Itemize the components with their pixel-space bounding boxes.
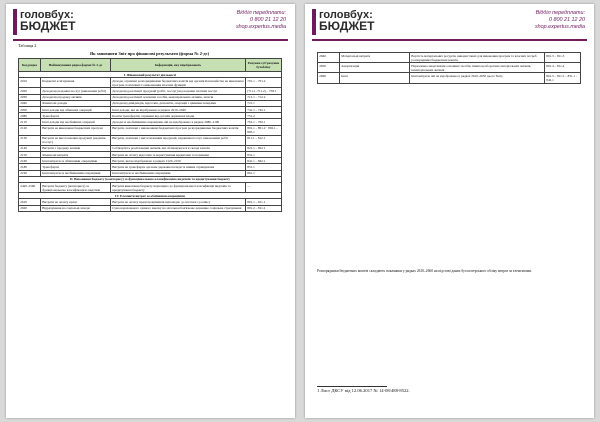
row-accounts: 801.5 – 811.5 – 831.1 – 842.1 <box>545 73 581 83</box>
contact-label: Відділ передплати: <box>535 10 585 16</box>
document-page-1 <box>6 4 295 418</box>
logo-line-2: БЮДЖЕТ <box>20 19 76 33</box>
contact-label: Відділ передплати: <box>236 10 286 16</box>
logo-line-2: БЮДЖЕТ <box>319 19 375 33</box>
row-info: Кошти трансфертів, отримані від органів державної влади <box>111 113 246 119</box>
row-accounts: 851.1 <box>246 164 282 170</box>
row-accounts: 861.1 <box>246 170 282 176</box>
table-header-row <box>19 59 282 72</box>
row-code: 2080 <box>19 113 41 119</box>
row-name: Відрахування на соціальні заходи <box>41 205 111 211</box>
row-accounts: — <box>246 183 282 193</box>
contact-phone: 0 800 21 12 20 <box>549 17 585 24</box>
row-code: 2620 <box>19 205 41 211</box>
row-info: Доходи від реалізації основних засобів, нематеріальних активів, запасів <box>111 94 246 100</box>
subscription-contact <box>535 10 585 32</box>
row-name: Фінансові витрати <box>41 152 111 158</box>
row-name: Доходи від продажу активів <box>41 94 111 100</box>
logo-line-1: головбух: <box>319 9 373 21</box>
contact-url[interactable]: shop.expertus.media <box>534 24 585 31</box>
row-info: Витрати на сплату відсотків за користування кредитами та позиками <box>111 152 246 158</box>
row-name: Амортизація <box>340 63 410 73</box>
row-code: 2040 <box>19 100 41 106</box>
row-code: 2130 <box>19 135 41 145</box>
row-name: Матеріальні витрати <box>340 53 410 63</box>
contact-phone: 0 800 21 12 20 <box>250 17 286 24</box>
logo-accent-bar <box>312 9 316 35</box>
row-accounts: 701.1 – 701.2 <box>246 78 282 88</box>
row-code: 2010 <box>19 78 41 88</box>
col-header-name: Найменування рядка форми № 2-дс <box>41 59 111 72</box>
row-info: Вартість матеріальних ресурсів, використаних для виконання програм та власних потреб розпорядника бюджетних коштів <box>410 53 545 63</box>
publication-logo <box>319 10 374 32</box>
publication-logo <box>20 10 75 32</box>
row-name: Витрати на виготовлення продукції (надання послуг) <box>41 135 111 145</box>
brand-header <box>13 9 288 41</box>
row-name: Трансферти <box>41 113 111 119</box>
table-row <box>318 53 581 63</box>
table-row <box>19 205 282 211</box>
row-code: 2050 <box>19 106 41 112</box>
row-info: Інші доходи, які не відображено в рядках 2010–2040 <box>111 106 246 112</box>
logo-line-1: головбух: <box>20 9 74 21</box>
row-name: Витрати на виконання бюджетних програм <box>41 125 111 135</box>
table-row <box>19 183 282 193</box>
row-code: 2640 <box>318 53 340 63</box>
col-header-code: Код рядка <box>19 59 41 72</box>
table-note: Розпорядники бюджетних коштів складають показники у рядках 2610–2660 на підставі даних бухгалтерського обліку витрат за елементами. <box>317 269 532 273</box>
row-info: Сума нарахованого єдиного внеску на загальнообов'язкове державне соціальне страхування <box>111 205 246 211</box>
row-code: 2180 <box>19 164 41 170</box>
row-info: Витрати виконання бюджету відповідно до функціональної класифікації видатків та кредитування бюджету <box>111 183 246 193</box>
row-code: 2020 <box>19 88 41 94</box>
row-name: Бюджетні асигнування <box>41 78 111 88</box>
row-name: Фінансові доходи <box>41 100 111 106</box>
section-heading: ІІ. Виконання бюджету (кошторису) за функціональною класифікацією видатків та кредитування бюджету <box>19 176 282 182</box>
col-header-info: Інформація, яку відображають <box>111 59 246 72</box>
row-info: Нарахована амортизація основних засобів, інших необоротних матеріальних активів, нематеріальних активів <box>410 63 545 73</box>
brand-header <box>312 9 587 41</box>
row-info: Доходи, отримані розпорядниками бюджетних коштів від органів Казначейства на виконання програм, пов'язаних із виконанням власних функцій <box>112 78 244 87</box>
row-code: 2140 <box>19 145 41 151</box>
row-accounts: 751.2 <box>246 113 282 119</box>
row-info: Інші витрати, які не відображено в рядках 2610–2650 цього Звіту <box>410 73 545 83</box>
document-title: Як заповнити Звіт про фінансові результати (форма № 2-дс) <box>89 51 210 56</box>
logo-accent-bar <box>13 9 17 35</box>
row-accounts: 761.1 – 762.1 <box>246 119 282 125</box>
row-name: Витрати бюджету (кошторису) за функціональною класифікацією видатків <box>41 183 111 193</box>
row-accounts: 831.1 <box>246 152 282 158</box>
row-name: Інші витрати за необмінними операціями <box>41 170 111 176</box>
row-accounts: 811.1 – 812.1 <box>246 135 282 145</box>
row-name: Інші доходи від обмінних операцій <box>41 106 111 112</box>
report-table-continued <box>317 52 581 84</box>
row-info: Інші витрати за необмінними операціями <box>111 170 246 176</box>
row-code: 2660 <box>318 73 340 83</box>
row-info: Собівартість реалізованих активів, які обліковуються в складі запасів <box>111 145 246 151</box>
row-accounts: 801.1 – 801.2 · 802.1 – 805.1 <box>246 125 282 135</box>
section-heading: І. Фінансовий результат діяльності <box>19 72 282 78</box>
row-accounts: 801.1 – 811.1 <box>246 199 282 205</box>
footnote: 1 Лист ДКСУ від 12.06.2017 № 14-08/488-8522. <box>317 388 410 393</box>
row-info: Витрати на трансферти органам державної влади та іншим отримувачам <box>111 164 246 170</box>
row-info: Витрати, пов'язані з виготовленням продукції, наданням послуг, виконанням робіт <box>111 135 246 145</box>
row-accounts: (711.1–711.2) – 758.1 <box>246 88 282 94</box>
row-name: Доходи від надання послуг (виконання робіт) <box>41 88 111 94</box>
table-number-label: Таблиця 2 <box>18 43 37 48</box>
table-row <box>19 125 282 135</box>
table-row <box>19 78 282 88</box>
col-header-accounts: Рахунки суб'рахунки бухобліку <box>246 59 282 72</box>
row-code: 2420–2560 <box>19 183 41 193</box>
row-info: Доходи від дивідендів, відсотків, депозитів, операцій з цінними паперами <box>111 100 246 106</box>
row-code: 2610 <box>19 199 41 205</box>
row-name: Інші <box>340 73 410 83</box>
footnote-separator <box>317 386 387 387</box>
row-code: 2190 <box>19 170 41 176</box>
contact-url[interactable]: shop.expertus.media <box>235 24 286 31</box>
row-accounts: 801.4 – 811.4 <box>545 63 581 73</box>
row-accounts: 841.1 – 842.1 <box>246 158 282 164</box>
row-code: 2120 <box>19 125 41 135</box>
row-info: Витрати, пов'язані з виконанням бюджетних програм розпорядниками бюджетних коштів <box>111 125 246 135</box>
row-code: 2160 <box>19 158 41 164</box>
row-code: 2110 <box>19 119 41 125</box>
row-info: Доходи за необмінними операціями, які не відображено в рядках 2080–2100 <box>111 119 246 125</box>
section-heading: IV. Елементи витрат за обмінними операціями <box>19 193 282 199</box>
table-row <box>318 73 581 83</box>
row-accounts: 721.1 <box>246 100 282 106</box>
document-page-2 <box>305 4 594 418</box>
table-row <box>318 63 581 73</box>
row-accounts: 801.3 – 811.3 <box>545 53 581 63</box>
row-info: Доходи від реалізації продукції (робіт, послуг) від надання платних послуг <box>111 88 246 94</box>
row-accounts: 801.2 – 811.2 <box>246 205 282 211</box>
row-name: Інші доходи від необмінних операцій <box>41 119 111 125</box>
row-name: Інші витрати за обмінними операціями <box>41 158 111 164</box>
row-accounts: 821.1 – 822.1 <box>246 145 282 151</box>
row-code: 2650 <box>318 63 340 73</box>
row-name: Витрати з продажу активів <box>41 145 111 151</box>
row-info: Витрати, які не відображено в рядках 2120–2150 <box>111 158 246 164</box>
row-code: 2030 <box>19 94 41 100</box>
table-row <box>19 135 282 145</box>
row-accounts: 712.1 – 712.2 <box>246 94 282 100</box>
report-table <box>18 58 282 212</box>
row-accounts: 741.1 – 742.1 <box>246 106 282 112</box>
row-info: Витрати на оплату праці працівників відповідно до штатного розпису <box>111 199 246 205</box>
row-code: 2150 <box>19 152 41 158</box>
row-name: Трансферти <box>41 164 111 170</box>
row-name: Витрати на оплату праці <box>41 199 111 205</box>
subscription-contact <box>236 10 286 32</box>
